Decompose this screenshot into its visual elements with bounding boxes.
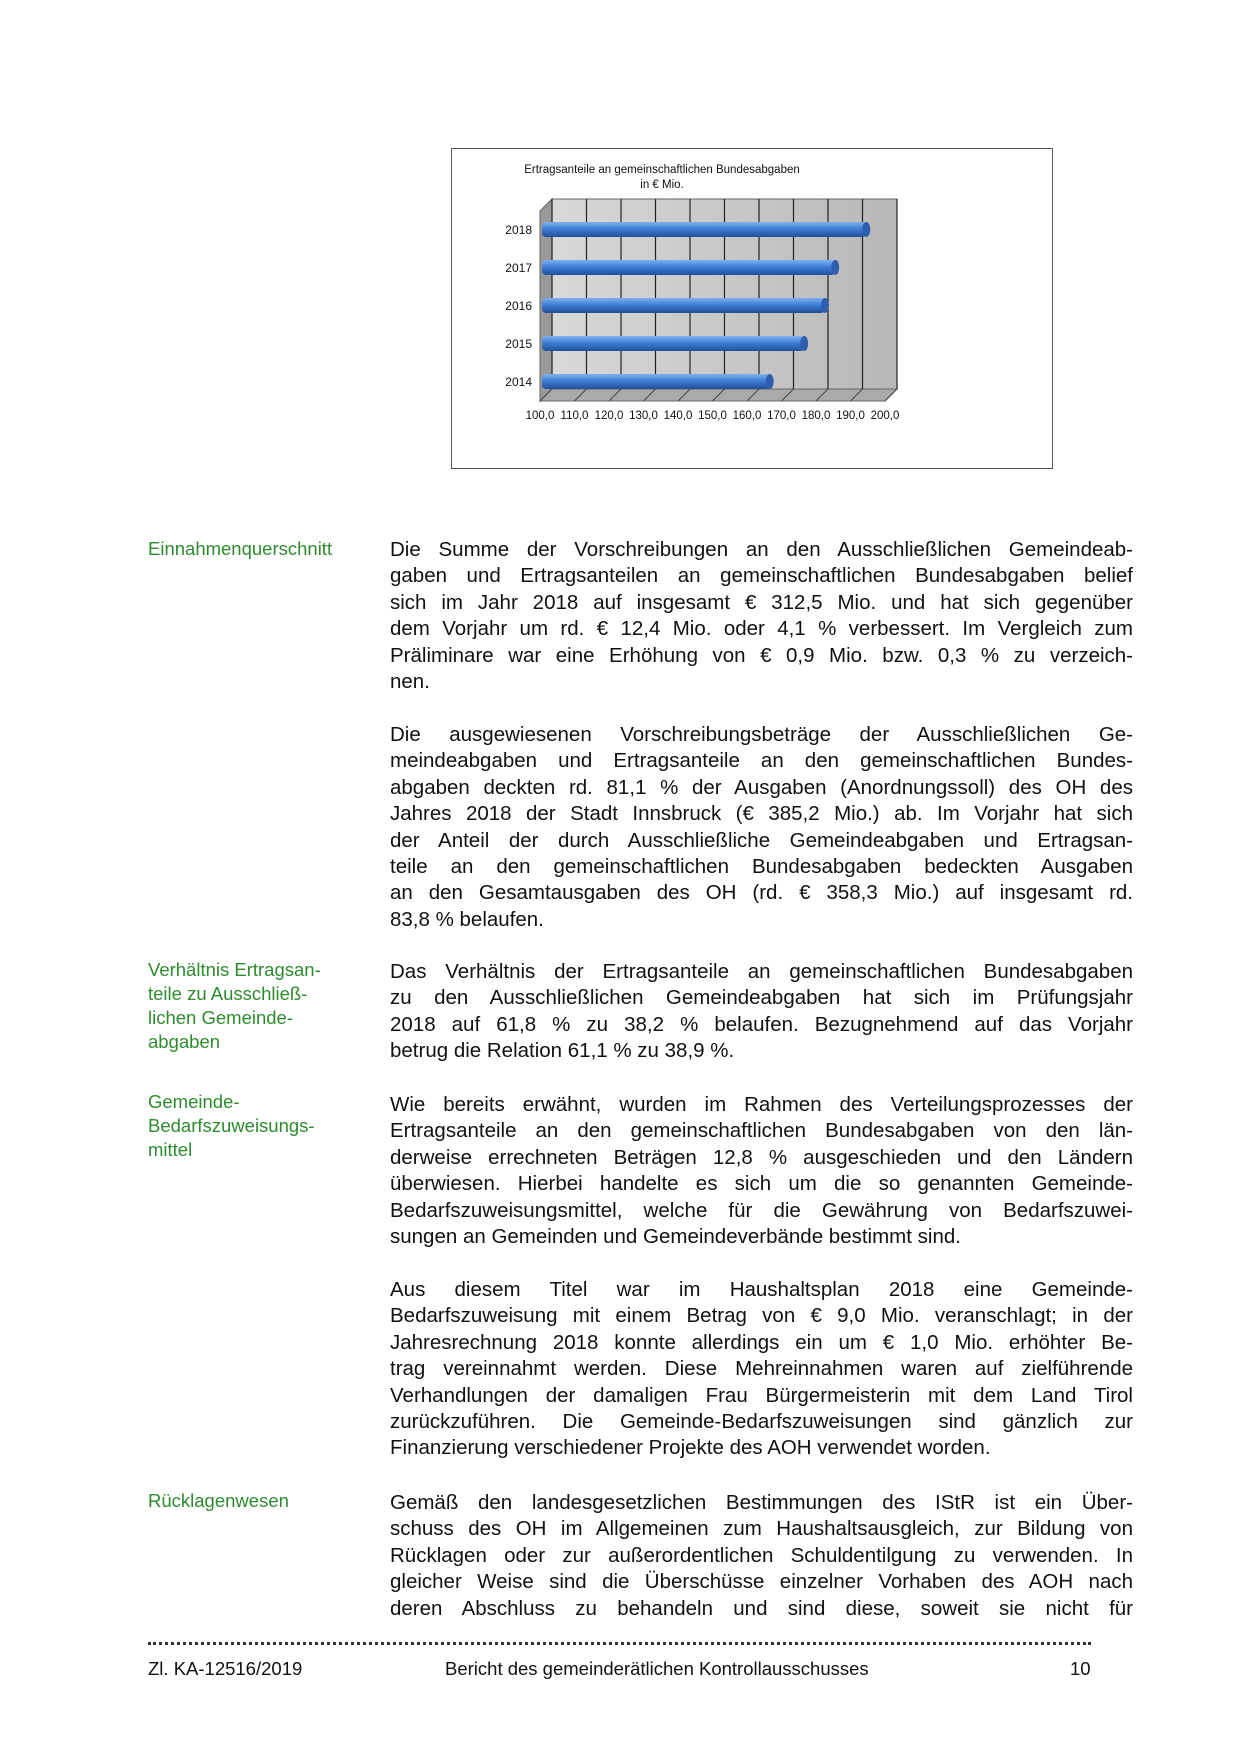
x-tick-label: 100,0 bbox=[525, 410, 555, 422]
paragraph-line: Die ausgewiesenen Vorschreibungsbeträge der Ausschließlichen Ge- bbox=[390, 723, 1133, 746]
paragraph-line: Gemäß den landesgesetzlichen Bestimmungen des IStR ist ein Über- bbox=[390, 1491, 1133, 1514]
paragraph-line: Bedarfszuweisungsmittel, welche für die Gewährung von Bedarfszuwei- bbox=[390, 1198, 1133, 1222]
paragraph bbox=[390, 722, 1133, 933]
paragraph-line: zu den Ausschließlichen Gemeindeabgaben hat sich im Prüfungsjahr bbox=[390, 986, 1133, 1010]
page-number: 10 bbox=[1070, 1658, 1091, 1679]
footer-reference: Zl. KA-12516/2019 bbox=[148, 1658, 303, 1679]
paragraph-line: dem Vorjahr um rd. € 12,4 Mio. oder 4,1 % verbessert. Im Vergleich zum bbox=[390, 617, 1133, 641]
footer-divider bbox=[148, 1642, 1091, 1645]
paragraph-line: deren Abschluss zu behandeln und sind diese, soweit sie nicht für bbox=[390, 1596, 1133, 1620]
bar-chart bbox=[452, 149, 1052, 468]
paragraph-line: Rücklagen oder zur außerordentlichen Schuldentilgung zu verwenden. In bbox=[390, 1543, 1133, 1567]
y-tick-label: 2015 bbox=[505, 337, 532, 351]
x-tick-label: 120,0 bbox=[594, 410, 624, 422]
paragraph-line: Jahresrechnung 2018 konnte allerdings ein um € 1,0 Mio. erhöhter Be- bbox=[390, 1330, 1133, 1354]
x-tick-label: 170,0 bbox=[767, 410, 796, 422]
paragraph-line: sich im Jahr 2018 auf insgesamt € 312,5 Mio. und hat sich gegenüber bbox=[390, 590, 1133, 614]
paragraph-line: sungen an Gemeinden und Gemeindeverbände bestimmt sind. bbox=[390, 1225, 961, 1249]
bar-end-2014 bbox=[766, 374, 774, 389]
paragraph-line: an den Gesamtausgaben des OH (rd. € 358,3 Mio.) auf insgesamt rd. bbox=[390, 881, 1133, 905]
margin-heading bbox=[148, 1489, 368, 1513]
paragraph-line: Bedarfszuweisung mit einem Betrag von € 9,0 Mio. veranschlagt; in der bbox=[390, 1304, 1133, 1328]
paragraph-line: gaben und Ertragsanteilen an gemeinschaftlichen Bundesabgaben belief bbox=[390, 564, 1133, 588]
y-tick-label: 2018 bbox=[505, 223, 532, 237]
paragraph-line: teile an den gemeinschaftlichen Bundesabgaben bedeckten Ausgaben bbox=[390, 855, 1133, 879]
footer-title: Bericht des gemeinderätlichen Kontrollausschusses bbox=[445, 1658, 869, 1679]
bar-end-2018 bbox=[862, 222, 870, 237]
paragraph-line: betrug die Relation 61,1 % zu 38,9 %. bbox=[390, 1039, 735, 1063]
paragraph-line: Präliminare war eine Erhöhung von € 0,9 Mio. bzw. 0,3 % zu verzeich- bbox=[390, 643, 1133, 667]
paragraph bbox=[390, 1092, 1133, 1250]
margin-heading-line: Bedarfszuweisungs- bbox=[148, 1115, 315, 1136]
paragraph-line: trag vereinnahmt werden. Diese Mehreinnahmen waren auf zielführende bbox=[390, 1357, 1133, 1381]
paragraph-line: Die Summe der Vorschreibungen an den Ausschließlichen Gemeindeab- bbox=[390, 538, 1133, 561]
y-tick-label: 2016 bbox=[505, 299, 532, 313]
x-tick-label: 160,0 bbox=[732, 410, 762, 422]
paragraph-line: zurückzuführen. Die Gemeinde-Bedarfszuweisungen sind gänzlich zur bbox=[390, 1410, 1133, 1434]
paragraph-line: schuss des OH im Allgemeinen zum Haushaltsausgleich, zur Bildung von bbox=[390, 1517, 1133, 1541]
paragraph-line: meindeabgaben und Ertragsanteile an den gemeinschaftlichen Bundes- bbox=[390, 749, 1133, 773]
y-tick-label: 2017 bbox=[505, 261, 532, 275]
paragraph-line: abgaben deckten rd. 81,1 % der Ausgaben (Anordnungssoll) des OH des bbox=[390, 775, 1133, 799]
paragraph-line: nen. bbox=[390, 670, 430, 694]
margin-heading bbox=[148, 1090, 368, 1162]
margin-heading-line: lichen Gemeinde- bbox=[148, 1007, 293, 1028]
paragraph bbox=[390, 959, 1133, 1065]
bar-2014 bbox=[542, 374, 770, 389]
paragraph bbox=[390, 1490, 1133, 1622]
paragraph-line: der Anteil der durch Ausschließliche Gemeindeabgaben und Ertragsan- bbox=[390, 828, 1133, 852]
x-tick-label: 110,0 bbox=[560, 410, 589, 422]
margin-heading bbox=[148, 958, 368, 1054]
paragraph-line: Finanzierung verschiedener Projekte des AOH verwendet worden. bbox=[390, 1436, 991, 1460]
bar-end-2015 bbox=[800, 336, 808, 351]
margin-heading-line: mittel bbox=[148, 1139, 193, 1160]
paragraph-line: derweise errechneten Beträgen 12,8 % ausgeschieden und den Ländern bbox=[390, 1145, 1133, 1169]
x-tick-label: 150,0 bbox=[698, 410, 727, 422]
bar-2018 bbox=[542, 222, 866, 237]
paragraph-line: gleicher Weise sind die Überschüsse einzelner Vorhaben des AOH nach bbox=[390, 1570, 1133, 1594]
bar-2016 bbox=[542, 298, 825, 313]
y-tick-label: 2014 bbox=[505, 375, 532, 389]
bar-2017 bbox=[542, 260, 835, 275]
margin-heading-line: teile zu Ausschließ- bbox=[148, 983, 308, 1004]
paragraph-line: 2018 auf 61,8 % zu 38,2 % belaufen. Bezugnehmend auf das Vorjahr bbox=[390, 1012, 1133, 1036]
paragraph-line: Ertragsanteile an den gemeinschaftlichen Bundesabgaben von den län- bbox=[390, 1119, 1133, 1143]
margin-heading-line: Verhältnis Ertragsan- bbox=[148, 959, 321, 980]
bar-2015 bbox=[542, 336, 804, 351]
x-tick-label: 140,0 bbox=[663, 410, 693, 422]
margin-heading bbox=[148, 537, 368, 561]
paragraph-line: Jahres 2018 der Stadt Innsbruck (€ 385,2 Mio.) ab. Im Vorjahr hat sich bbox=[390, 802, 1133, 826]
paragraph bbox=[390, 1277, 1133, 1462]
chart-subtitle: in € Mio. bbox=[640, 179, 684, 191]
paragraph-line: 83,8 % belaufen. bbox=[390, 907, 544, 931]
paragraph-line: Das Verhältnis der Ertragsanteile an gemeinschaftlichen Bundesabgaben bbox=[390, 960, 1133, 983]
x-tick-label: 130,0 bbox=[629, 410, 658, 422]
bar-end-2017 bbox=[831, 260, 839, 275]
paragraph bbox=[390, 537, 1133, 695]
chart-ertragsanteile bbox=[451, 148, 1053, 469]
paragraph-line: Aus diesem Titel war im Haushaltsplan 2018 eine Gemeinde- bbox=[390, 1278, 1133, 1301]
paragraph-line: überwiesen. Hierbei handelte es sich um die so genannten Gemeinde- bbox=[390, 1172, 1133, 1196]
paragraph-line: Verhandlungen der damaligen Frau Bürgermeisterin mit dem Land Tirol bbox=[390, 1383, 1133, 1407]
x-tick-label: 190,0 bbox=[836, 410, 865, 422]
paragraph-line: Wie bereits erwähnt, wurden im Rahmen des Verteilungsprozesses der bbox=[390, 1093, 1133, 1116]
bar-end-2016 bbox=[821, 298, 829, 313]
x-tick-label: 200,0 bbox=[870, 410, 900, 422]
margin-heading-line: Rücklagenwesen bbox=[148, 1490, 289, 1511]
chart-title: Ertragsanteile an gemeinschaftlichen Bundesabgaben bbox=[524, 164, 800, 176]
margin-heading-line: Einnahmenquerschnitt bbox=[148, 538, 333, 559]
x-tick-label: 180,0 bbox=[801, 410, 831, 422]
margin-heading-line: Gemeinde- bbox=[148, 1091, 240, 1112]
margin-heading-line: abgaben bbox=[148, 1031, 221, 1052]
